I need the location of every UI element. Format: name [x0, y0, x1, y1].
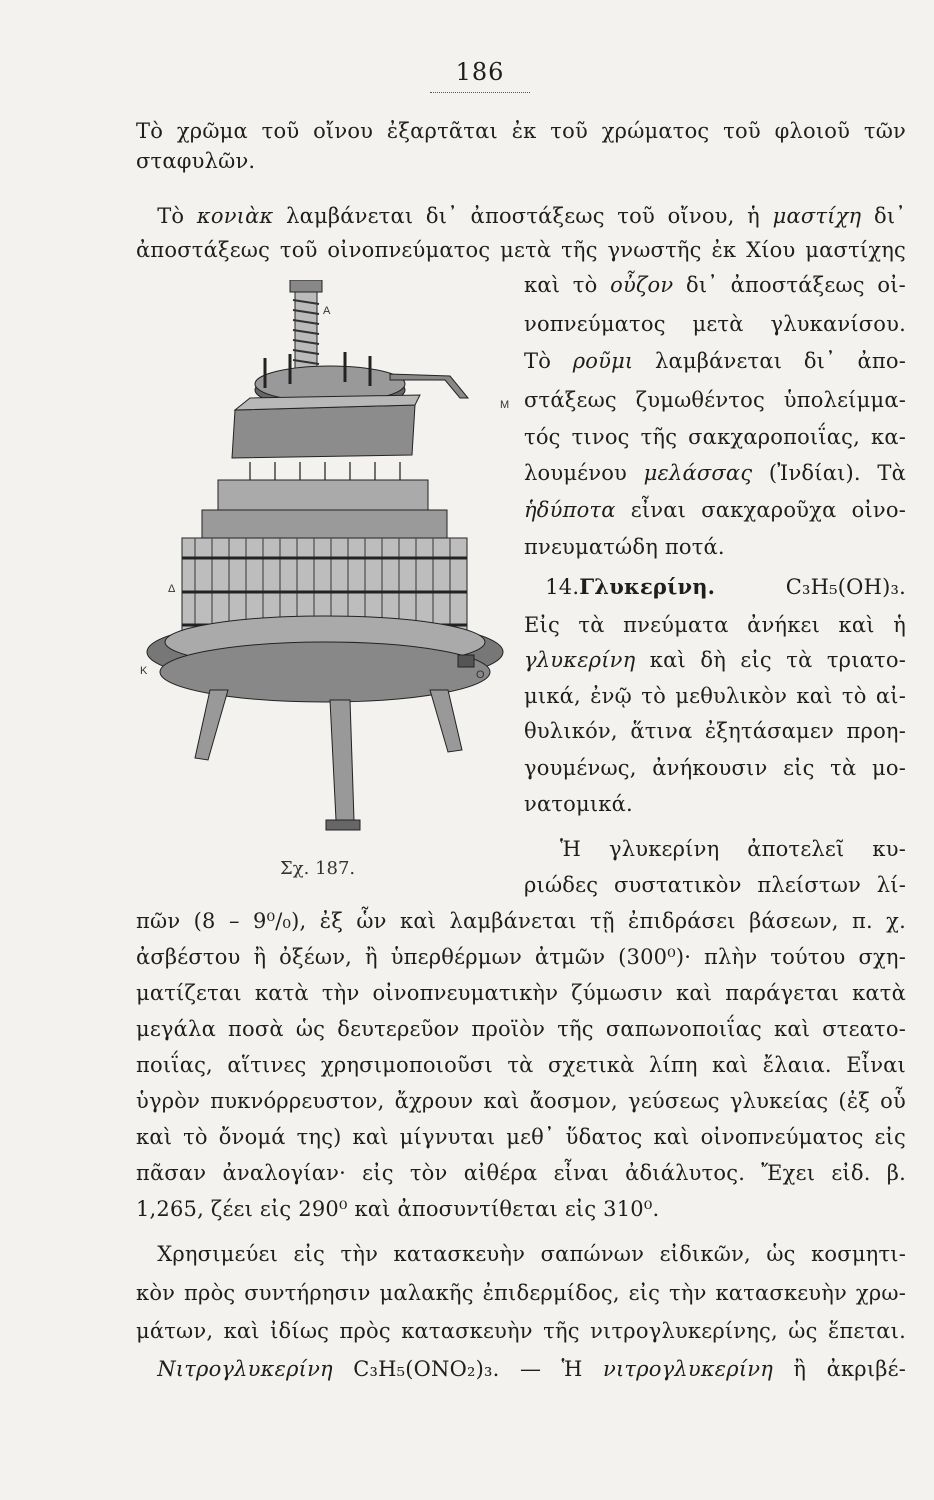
text-line: κὸν πρὸς συντήρησιν μαλακῆς ἐπιδερμίδος, εἰς τὴν κατασκευὴν χρω- — [136, 1281, 906, 1305]
text-line: 1,265, ζέει εἰς 290⁰ καὶ ἀποσυντίθεται εἰς 310⁰. — [136, 1197, 660, 1221]
text-line: ὑγρὸν πυκνόρρευστον, ἄχρουν καὶ ἄοσμον, γεύσεως γλυκείας (ἐξ οὗ — [136, 1089, 906, 1113]
text-line: νοπνεύματος μετὰ γλυκανίσου. — [524, 312, 906, 336]
text-line: μεγάλα ποσὰ ὡς δευτερεῦον προϊὸν τῆς σαπωνοποιΐας καὶ στεατο- — [136, 1017, 906, 1041]
text-line: νατομικά. — [524, 792, 633, 816]
text-line: τός τινος τῆς σακχαροποιΐας, κα- — [524, 425, 906, 449]
text-line: Χρησιμεύει εἰς τὴν κατασκευὴν σαπώνων εἰδικῶν, ὡς κοσμητι- — [157, 1242, 906, 1266]
figure-label-a: Α — [323, 305, 331, 317]
text-line: ποιΐας, αἵτινες χρησιμοποιοῦσι τὰ σχετικὰ λίπη καὶ ἔλαια. Εἶναι — [136, 1053, 906, 1077]
text-line: Τὸ κονιὰκ λαμβάνεται δι᾽ ἀποστάξεως τοῦ οἴνου, ἡ μαστίχη δι᾽ — [157, 204, 906, 228]
text-line: Τὸ χρῶμα τοῦ οἴνου ἐξαρτᾶται ἐκ τοῦ χρώματος τοῦ φλοιοῦ τῶν — [136, 119, 906, 143]
text-line: Εἰς τὰ πνεύματα ἀνήκει καὶ ἡ — [524, 613, 906, 637]
figure-label-o: Ο — [476, 669, 485, 681]
text-line: Νιτρογλυκερίνη C₃H₅(ONO₂)₃. — Ἡ νιτρογλυκερίνη ἢ ἀκριβέ- — [157, 1357, 907, 1381]
text-line: Τὸ ροῦμι λαμβάνεται δι᾽ ἀπο- — [524, 349, 906, 373]
text-line: καὶ τὸ ὄνομά της) καὶ μίγνυται μεθ᾽ ὕδατος καὶ οἰνοπνεύματος εἰς — [136, 1125, 906, 1149]
text-line: γλυκερίνη καὶ δὴ εἰς τὰ τριατο- — [524, 648, 906, 672]
text-line: γουμένως, ἀνήκουσιν εἰς τὰ μο- — [524, 756, 906, 780]
text-line: Ἡ γλυκερίνη ἀποτελεῖ κυ- — [560, 837, 906, 861]
pressing-blocks — [202, 395, 447, 538]
text-line: ἀποστάξεως τοῦ οἰνοπνεύματος μετὰ τῆς γνωστῆς ἐκ Χίου μαστίχης — [136, 238, 906, 262]
figure-caption: Σχ. 187. — [280, 858, 356, 879]
text-line: λουμένου μελάσσας (Ἰνδίαι). Τὰ — [524, 461, 906, 485]
text-line: ματίζεται κατὰ τὴν οἰνοπνευματικὴν ζύμωσιν καὶ παράγεται κατὰ — [136, 981, 906, 1005]
press-legs — [195, 690, 462, 830]
page-number: 186 — [455, 58, 505, 86]
text-line: στάξεως ζυμωθέντος ὑπολείμμα- — [524, 388, 906, 412]
text-line: καὶ τὸ οὖζον δι᾽ ἀποστάξεως οἰ- — [524, 273, 906, 297]
text-line: ἀσβέστου ἢ ὀξέων, ἢ ὑπερθέρμων ἀτμῶν (300⁰)· πλὴν τούτου σχη- — [136, 945, 906, 969]
text-line: μικά, ἐνῷ τὸ μεθυλικὸν καὶ τὸ αἰ- — [524, 684, 906, 708]
press-tray — [147, 616, 503, 702]
figure-label-k: Κ — [140, 665, 148, 677]
text-line: πνευματώδη ποτά. — [524, 535, 725, 559]
text-line: πῶν (8 – 9⁰/₀), ἐξ ὧν καὶ λαμβάνεται τῇ ἐπιδράσει βάσεων, π. χ. — [136, 909, 906, 933]
figure-label-m: Μ — [500, 399, 510, 411]
wine-press-figure — [140, 280, 510, 860]
text-line: πᾶσαν ἀναλογίαν· εἰς τὸν αἰθέρα εἶναι ἀδιάλυτος. Ἔχει εἰδ. β. — [136, 1161, 906, 1185]
text-line: σταφυλῶν. — [136, 149, 256, 173]
text-line: ριώδες συστατικὸν πλείστων λί- — [524, 873, 906, 897]
text-line: ἡδύποτα εἶναι σακχαροῦχα οἰνο- — [524, 498, 906, 522]
text-line: μάτων, καὶ ἰδίως πρὸς κατασκευὴν τῆς νιτρογλυκερίνης, ὡς ἕπεται. — [136, 1319, 906, 1343]
text-line: θυλικόν, ἅτινα ἐξητάσαμεν προη- — [524, 719, 906, 743]
figure-label-d: Δ — [168, 583, 176, 595]
press-screw — [290, 280, 322, 378]
header-rule — [430, 92, 530, 93]
section-heading: 14.Γλυκερίνη. C₃H₅(OH)₃. — [545, 574, 906, 599]
